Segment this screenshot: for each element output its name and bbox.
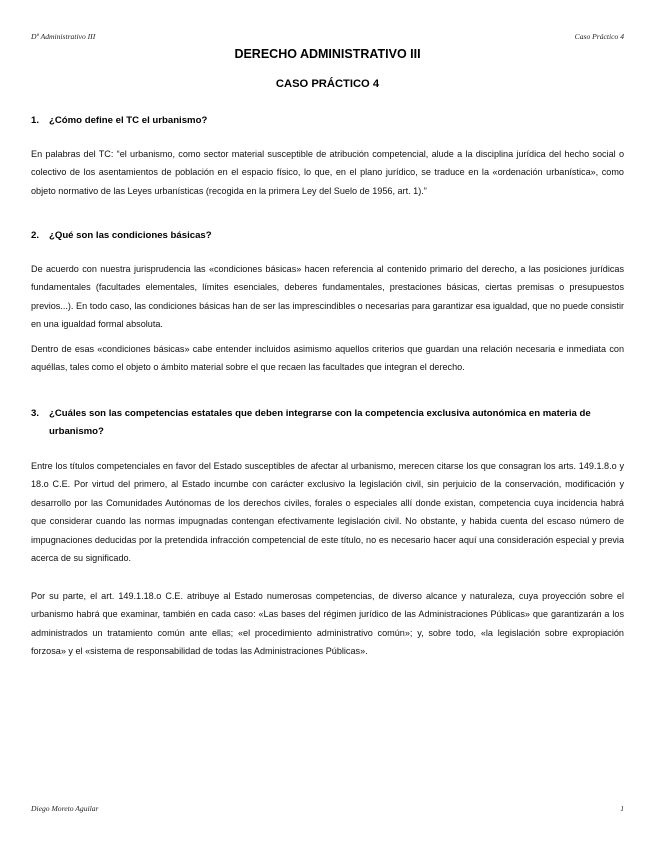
question-2-heading <box>31 227 624 245</box>
footer-page-number: 1 <box>620 804 624 813</box>
section-2-paragraph-2: Dentro de esas «condiciones básicas» cabe entender incluidos asimismo aquellos criterios que guardan una relación necesaria e inmediata con aquéllas, tales como el objeto o ámbito material sobre el que recaen las facultades que integran el derecho. <box>31 344 624 373</box>
section-3-paragraph-1: Entre los títulos competenciales en favor del Estado susceptibles de afectar al urbanismo, merecen citarse los que consagran los arts. 149.1.8.o y 18.o C.E. Por virtud del primero, al Estado incumbe con carácter exclusivo la legislación civil, sin perjuicio de la conservación, modificación y desarrollo por las Comunidades Autónomas de los derechos civiles, forales o especiales allí donde existan, competencia cuya incidencia habrá que considerar cuando las normas impugnadas contengan efectivamente legislación civil. No obstante, y habida cuenta del escaso número de impugnaciones deducidas por la pretendida infracción competencial de este título, no es necesario hacer aquí una consideración especial y previa acerca de su significado. <box>31 461 624 564</box>
document-title: DERECHO ADMINISTRATIVO III <box>234 47 421 61</box>
section-2-paragraph-1: De acuerdo con nuestra jurisprudencia las «condiciones básicas» hacen referencia al contenido primario del derecho, a las posiciones jurídicas fundamentales (facultades elementales, límites esenciales, deberes fundamentales, prestaciones básicas, ciertas premisas o presupuestos previos...). En todo caso, las condiciones básicas han de ser las imprescindibles o necesarias para garantizar esa igualdad, que no puede consistir en una igualdad formal absoluta. <box>31 264 624 330</box>
section-1-paragraph-1: En palabras del TC: “el urbanismo, como sector material susceptible de atribución competencial, alude a la disciplina jurídica del hecho social o colectivo de los asentamientos de población en el espacio físico, lo que, en el plano jurídico, se traduce en la «ordenación urbanística», como objeto normativo de las Leyes urbanísticas (recogida en la primera Ley del Suelo de 1956, art. 1).” <box>31 149 624 196</box>
question-3-heading <box>31 405 624 441</box>
header-right-text: Caso Práctico 4 <box>574 32 624 41</box>
question-2-number: 2. <box>31 230 40 241</box>
question-2-text: ¿Qué son las condiciones básicas? <box>49 230 212 241</box>
question-1-heading <box>31 112 624 130</box>
section-3-paragraph-2: Por su parte, el art. 149.1.18.o C.E. atribuye al Estado numerosas competencias, de diverso alcance y naturaleza, cuya proyección sobre el urbanismo habrá que examinar, también en cada caso: «Las bases del régimen jurídico de las Administraciones Públicas» que garantizarán a los administrados un tratamiento común ante ellas; «el procedimiento administrativo común»; y, sobre todo, «la legislación sobre expropiación forzosa» y el «sistema de responsabilidad de todas las Administraciones Públicas». <box>31 591 624 657</box>
question-3-number: 3. <box>31 408 40 419</box>
question-1-text: ¿Cómo define el TC el urbanismo? <box>49 115 208 126</box>
question-1-number: 1. <box>31 115 40 126</box>
question-3-text: ¿Cuáles son las competencias estatales que deben integrarse con la competencia exclusiva autonómica en materia de urbanismo? <box>49 408 591 437</box>
header-left-text: Dº Administrativo III <box>31 32 96 41</box>
document-subtitle: CASO PRÁCTICO 4 <box>275 78 380 90</box>
footer-author: Diego Moreto Aguilar <box>31 804 99 813</box>
